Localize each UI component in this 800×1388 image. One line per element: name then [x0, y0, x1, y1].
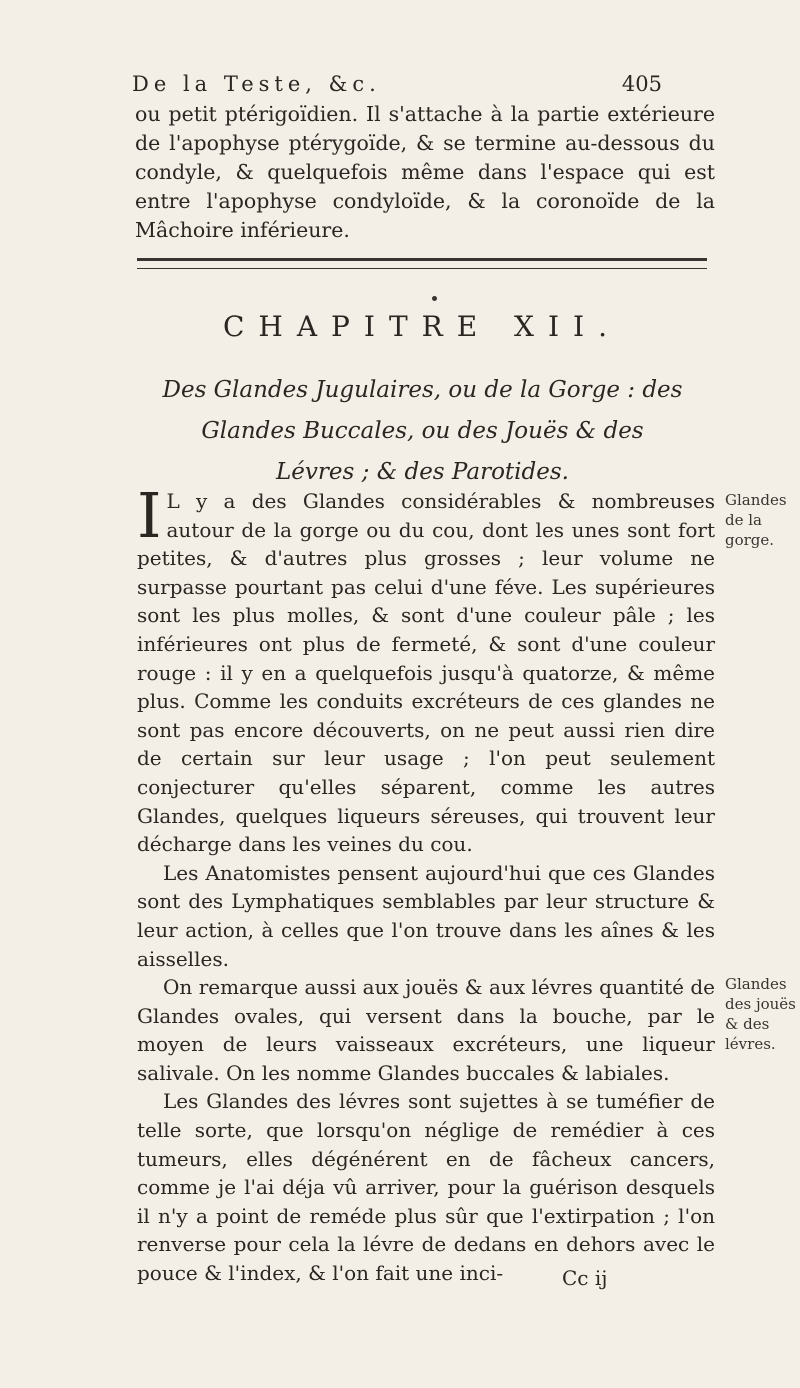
drop-cap: I [137, 479, 162, 552]
paragraph: On remarque aussi aux jouës & aux lévres quantité de Glandes ovales, qui versent dans la bouche, par le moyen de leurs vaisseaux excréteurs, une liqueur salivale. On les nomme Glandes buccales & labiales. [137, 975, 715, 1085]
chapter-heading: CHAPITRE XII. [222, 310, 621, 343]
page-number: 405 [621, 72, 662, 96]
rule-ornament-dot [432, 296, 437, 301]
running-head-title: De la Teste, &c. [132, 72, 381, 96]
carryover-paragraph [135, 100, 715, 245]
carryover-text: ou petit ptérigoïdien. Il s'attache à la partie extérieure de l'apophyse ptérygoïde, & se termine au-dessous du condyle, & quelquefois même dans l'espace qui est entre l'apophyse condyloïde, & la coronoïde de la Mâchoire inférieure. [135, 102, 715, 242]
paragraph [137, 479, 715, 859]
subtitle-line: Lévres ; & des Parotides. [276, 459, 569, 485]
chapter-subtitle [140, 370, 705, 493]
signature-mark: Cc ij [562, 1266, 608, 1290]
subtitle-line: Des Glandes Jugulaires, ou de la Gorge : des [162, 377, 683, 403]
paragraph-text: L y a des Glandes considérables & nombreuses autour de la gorge ou du cou, dont les unes sont fort petites, & d'autres plus grosses ; leur volume ne surpasse pourtant pas celui d'une féve. Les supérieures sont les plus molles, & sont d'une couleur pâle ; les inférieures ont plus de fermeté, & sont d'une couleur rouge : il y en a quelquefois jusqu'à quatorze, & même plus. Comme les conduits excréteurs de ces glandes ne sont pas encore découverts, on ne peut aussi rien dire de certain sur leur usage ; l'on peut seulement conjecturer qu'elles séparent, comme les autres Glandes, quelques liqueurs séreuses, qui trouvent leur décharge dans les veines du cou. [137, 489, 715, 857]
chapter-rule [137, 258, 707, 269]
margin-note: Glandes des jouës & des lévres. [725, 975, 796, 1053]
paragraph: Les Anatomistes pensent aujourd'hui que ces Glandes sont des Lymphatiques semblables par leur structure & leur action, à celles que l'on trouve dans les aînes & les aisselles. [137, 860, 715, 971]
body-text [137, 479, 715, 1288]
subtitle-line: Glandes Buccales, ou des Jouës & des [201, 418, 644, 444]
running-head [132, 72, 662, 96]
paragraph: Les Glandes des lévres sont sujettes à se tuméfier de telle sorte, que lorsqu'on néglige de remédier à ces tumeurs, elles dégénérent en de fâcheux cancers, comme je l'ai déja vû arriver, pour la guérison desquels il n'y a point de reméde plus sûr que l'extirpation ; l'on renverse pour cela la lévre de dedans en dehors avec le pouce & l'index, & l'on fait une inci- [137, 1089, 715, 1286]
margin-note: Glandes de la gorge. [725, 491, 787, 549]
